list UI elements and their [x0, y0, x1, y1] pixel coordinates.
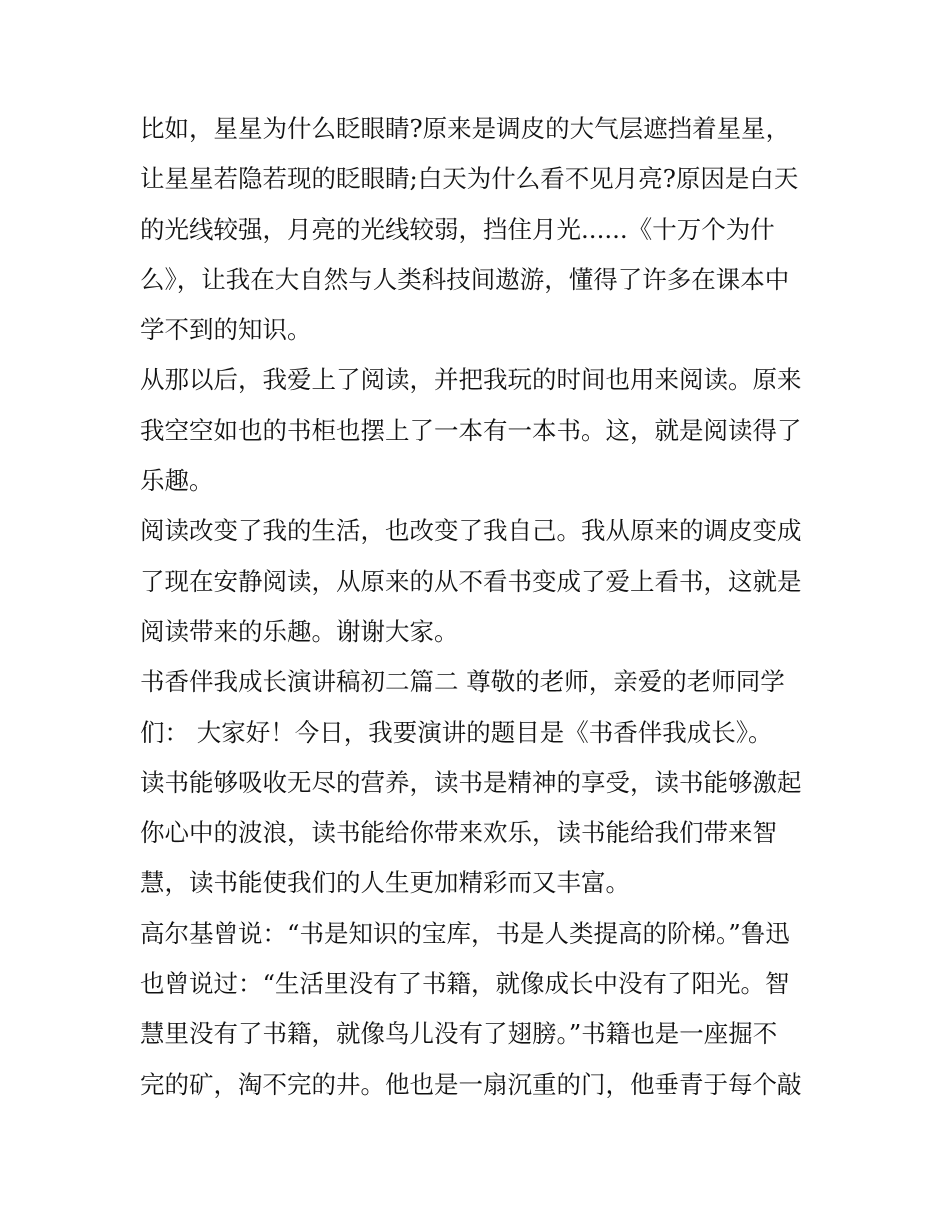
text-line-18: 也曾说过：“生活里没有了书籍，就像成长中没有了阳光。智	[140, 969, 790, 999]
text-line-14: 读书能够吸收无尽的营养，读书是精神的享受，读书能够激起	[140, 767, 802, 797]
text-line-7: 我空空如也的书柜也摆上了一本有一本书。这，就是阅读得了	[140, 415, 802, 445]
text-line-8: 乐趣。	[140, 466, 214, 496]
body-text	[140, 104, 820, 1110]
text-line-10: 了现在安静阅读，从原来的从不看书变成了爱上看书，这就是	[140, 566, 802, 596]
text-line-20: 完的矿，淘不完的井。他也是一扇沉重的门，他垂青于每个敲	[140, 1069, 802, 1099]
text-line-11: 阅读带来的乐趣。谢谢大家。	[140, 616, 459, 646]
text-line-3: 的光线较强，月亮的光线较弱，挡住月光......《十万个为什	[140, 214, 775, 244]
text-line-17: 高尔基曾说：“书是知识的宝库，书是人类提高的阶梯。”鲁迅	[140, 918, 790, 948]
text-line-15: 你心中的波浪，读书能给你带来欢乐，读书能给我们带来智	[140, 818, 777, 848]
text-line-1: 比如，星星为什么眨眼睛?原来是调皮的大气层遮挡着星星，	[140, 114, 791, 143]
text-line-6: 从那以后，我爱上了阅读，并把我玩的时间也用来阅读。原来	[140, 365, 802, 395]
text-line-19: 慧里没有了书籍，就像鸟儿没有了翅膀。”书籍也是一座掘不	[140, 1019, 778, 1049]
text-line-4: 么》，让我在大自然与人类科技间遨游，懂得了许多在课本中	[140, 264, 790, 294]
text-line-12: 书香伴我成长演讲稿初二篇二 尊敬的老师，亲爱的老师同学	[140, 667, 785, 697]
text-line-13: 们： 大家好！今日，我要演讲的题目是《书香伴我成长》。	[140, 717, 773, 747]
text-line-2: 让星星若隐若现的眨眼睛;白天为什么看不见月亮?原因是白天	[140, 164, 799, 194]
text-line-9: 阅读改变了我的生活，也改变了我自己。我从原来的调皮变成	[140, 516, 802, 546]
text-line-16: 慧，读书能使我们的人生更加精彩而又丰富。	[140, 868, 630, 898]
text-line-5: 学不到的知识。	[140, 315, 312, 345]
